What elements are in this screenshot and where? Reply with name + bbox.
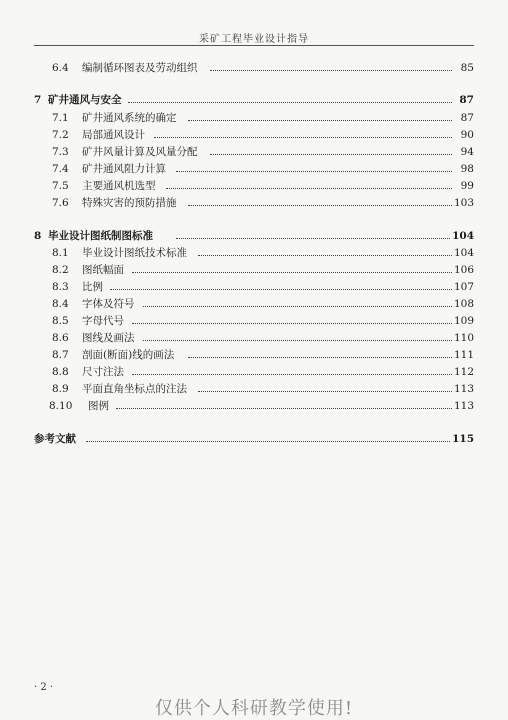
toc-entry-page: 104: [453, 247, 474, 259]
toc-entry-number: 8.1: [52, 247, 69, 259]
toc-entry-page: 90: [460, 129, 474, 141]
toc-entry-title: 特殊灾害的预防措施: [82, 197, 177, 209]
toc-entry-number: 7.4: [52, 163, 69, 175]
toc-entry-title: 字母代号: [82, 315, 124, 327]
dot-leader: [110, 289, 452, 290]
toc-entry-number: 6.4: [52, 62, 69, 74]
toc-entry[interactable]: [0, 60, 508, 76]
watermark-text: 仅供个人科研教学使用!: [154, 698, 354, 719]
dot-leader: [116, 408, 452, 409]
toc-entry-page: 107: [453, 281, 474, 293]
toc-entry-title: 图纸幅面: [82, 264, 124, 276]
toc-entry-page: 109: [453, 315, 474, 327]
toc-bibliography[interactable]: [0, 431, 508, 447]
toc-entry-title: 参考文献: [34, 433, 76, 445]
toc-entry[interactable]: [0, 313, 508, 329]
toc-entry-page: 113: [453, 383, 474, 395]
toc-entry-number: 8.9: [52, 383, 69, 395]
toc-entry-title: 平面直角坐标点的注法: [82, 383, 187, 395]
toc-entry-number: 8.2: [52, 264, 69, 276]
toc-entry-number: 8.4: [52, 298, 69, 310]
toc-entry-title: 矿井通风系统的确定: [82, 112, 177, 124]
dot-leader: [128, 102, 452, 103]
toc-entry-page: 112: [453, 366, 474, 378]
toc-entry-page: 115: [452, 433, 474, 445]
toc-entry-page: 87: [460, 112, 474, 124]
dot-leader: [198, 391, 452, 392]
toc-entry-number: 7.6: [52, 197, 69, 209]
toc-entry-title: 毕业设计图纸制图标准: [48, 230, 153, 242]
page-number: · 2 ·: [34, 682, 54, 693]
toc-entry-page: 108: [453, 298, 474, 310]
toc-entry-title: 矿井通风与安全: [48, 94, 122, 106]
toc-entry-title: 毕业设计图纸技术标准: [82, 247, 187, 259]
toc-entry-title: 剖面(断面)线的画法: [82, 349, 175, 361]
toc-entry-number: 7.1: [52, 112, 69, 124]
toc-entry-number: 8.6: [52, 332, 69, 344]
toc-entry-page: 103: [453, 197, 474, 209]
toc-entry[interactable]: [0, 195, 508, 211]
toc-entry-title: 编制循环图表及劳动组织: [82, 62, 198, 74]
toc-entry-number: 7.3: [52, 146, 69, 158]
toc-entry-page: 87: [459, 94, 474, 106]
toc-entry[interactable]: [0, 347, 508, 363]
toc-entry-number: 8.8: [52, 366, 69, 378]
toc-entry-number: 7: [34, 94, 42, 106]
dot-leader: [154, 137, 452, 138]
toc-entry-page: 113: [453, 400, 474, 412]
toc-entry[interactable]: [0, 330, 508, 346]
toc-entry-number: 8.10: [49, 400, 73, 412]
toc-entry[interactable]: [0, 381, 508, 397]
dot-leader: [188, 357, 452, 358]
toc-chapter[interactable]: [0, 228, 508, 244]
toc-entry[interactable]: [0, 127, 508, 143]
toc-entry-number: 8.7: [52, 349, 69, 361]
dot-leader: [86, 441, 452, 442]
toc-chapter[interactable]: [0, 92, 508, 108]
dot-leader: [143, 306, 452, 307]
toc-entry-number: 7.5: [52, 180, 69, 192]
toc-entry[interactable]: [0, 262, 508, 278]
toc-entry[interactable]: [0, 161, 508, 177]
toc-entry[interactable]: [0, 178, 508, 194]
dot-leader: [210, 154, 452, 155]
toc-entry-title: 局部通风设计: [82, 129, 145, 141]
dot-leader: [166, 188, 452, 189]
toc-entry-page: 85: [460, 62, 474, 74]
toc-entry[interactable]: [0, 144, 508, 160]
toc-entry-title: 比例: [82, 281, 103, 293]
toc-entry-page: 111: [453, 349, 474, 361]
dot-leader: [132, 323, 452, 324]
toc-entry-title: 矿井风量计算及风量分配: [82, 146, 198, 158]
toc-entry-page: 110: [453, 332, 474, 344]
dot-leader: [176, 238, 452, 239]
toc-entry-title: 主要通风机选型: [82, 180, 156, 192]
toc-entry[interactable]: [0, 279, 508, 295]
toc-entry-title: 尺寸注法: [82, 366, 124, 378]
dot-leader: [210, 70, 452, 71]
dot-leader: [132, 272, 452, 273]
dot-leader: [198, 255, 452, 256]
toc-entry[interactable]: [0, 364, 508, 380]
toc-entry[interactable]: [0, 245, 508, 261]
toc-entry-page: 99: [460, 180, 474, 192]
dot-leader: [132, 374, 452, 375]
toc-entry-number: 7.2: [52, 129, 69, 141]
toc-entry-page: 94: [460, 146, 474, 158]
toc-entry-page: 98: [460, 163, 474, 175]
dot-leader: [188, 205, 452, 206]
dot-leader: [188, 120, 452, 121]
toc-entry-title: 字体及符号: [82, 298, 135, 310]
toc-entry-page: 104: [452, 230, 474, 242]
toc-entry-number: 8.3: [52, 281, 69, 293]
toc-entry-title: 图例: [88, 400, 109, 412]
toc-entry[interactable]: [0, 296, 508, 312]
running-header: 采矿工程毕业设计指导: [199, 34, 309, 45]
toc-entry-page: 106: [453, 264, 474, 276]
dot-leader: [143, 340, 452, 341]
toc-entry-title: 矿井通风阻力计算: [82, 163, 166, 175]
dot-leader: [176, 171, 452, 172]
toc-entry[interactable]: [0, 398, 508, 414]
toc-entry-title: 图线及画法: [82, 332, 135, 344]
toc-entry-number: 8: [34, 230, 42, 242]
toc-entry[interactable]: [0, 110, 508, 126]
toc-entry-number: 8.5: [52, 315, 69, 327]
